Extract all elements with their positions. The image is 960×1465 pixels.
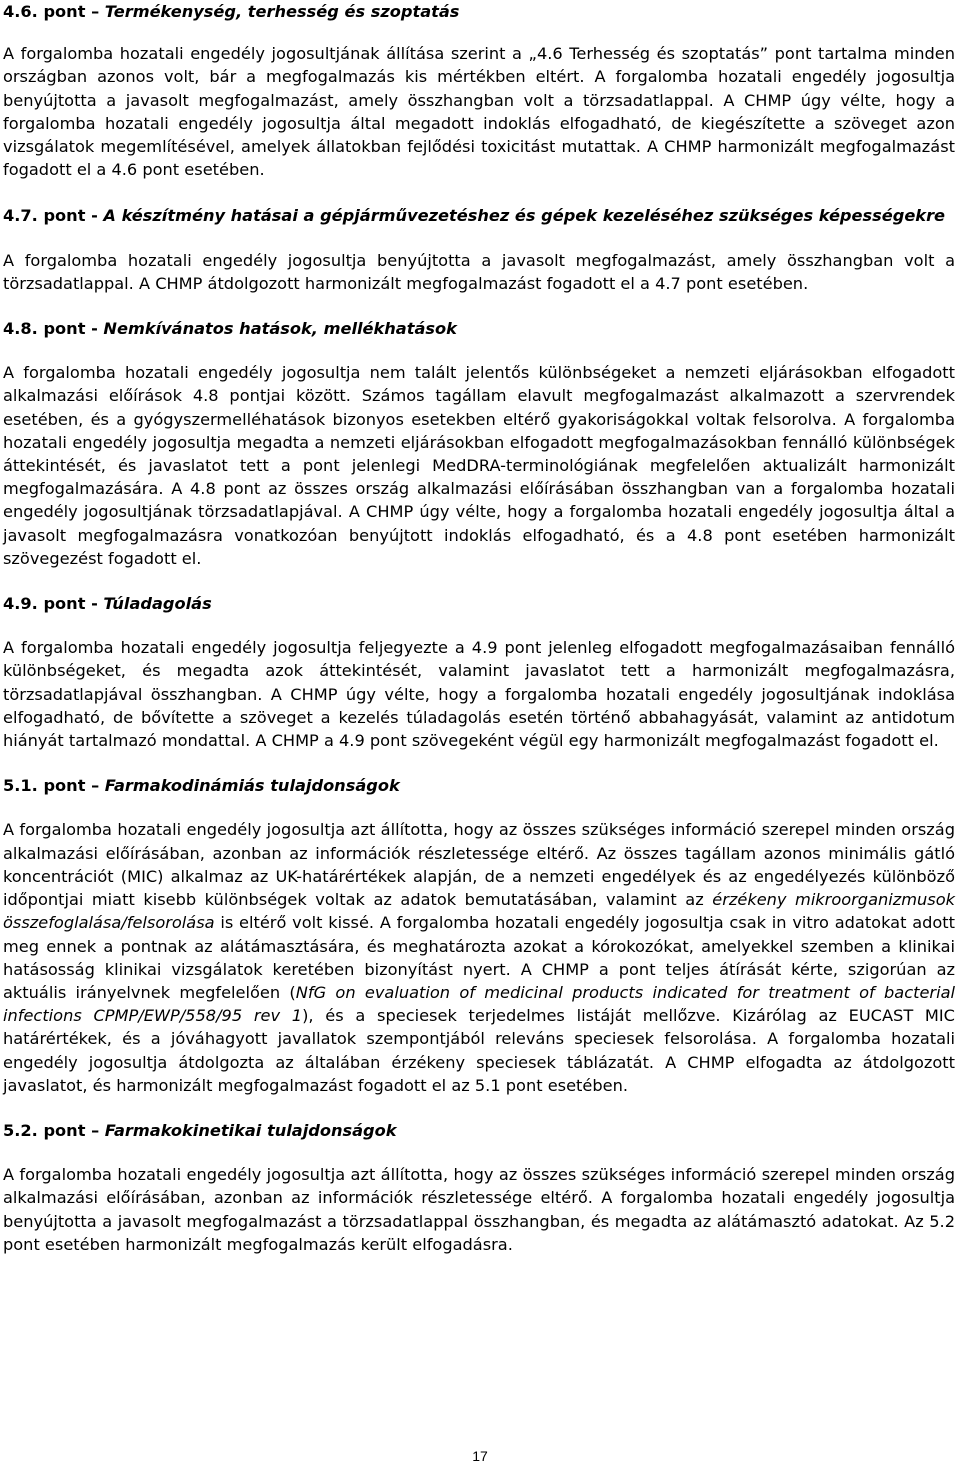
section-title: Farmakodinámiás tulajdonságok [104,776,400,796]
section-heading-5-2 [3,1119,955,1142]
section-heading-4-8 [3,317,955,340]
document-page [3,0,955,1256]
page-number: 17 [472,1448,488,1464]
paragraph-text: A forgalomba hozatali engedély jogosultja azt állította, hogy az összes szükséges információ szerepel minden ország alkalmazási előírásában, azonban az információk részletessége eltérő. Az összes tagállam azonos minimális gátló koncentrációt (MIC) alkalmaz az UK-határértékek alapján, de a nemzeti engedélyek és az engedélyezés különböző időpontjai miatt kisebb különbségek voltak az adatok bemutatásában, valamint az [3,820,955,910]
section-heading-4-6 [3,0,955,23]
section-heading-4-7 [3,204,955,227]
section-title: Túladagolás [103,594,212,614]
section-label: 5.2. pont – [3,1120,105,1140]
section-label: 5.1. pont – [3,776,105,796]
paragraph-text: ), és a speciesek terjedelmes listáját mellőzve. Kizárólag az EUCAST MIC határértékek, és a jóváhagyott javallatok szempontjából releváns speciesek felsorolása. A forgalomba hozatali engedély jogosultja átdolgozta az általában érzékeny speciesek táblázatát. A CHMP elfogadta az átdolgozott javaslatot, és harmonizált megfogalmazást fogadott el az 5.1 pont esetében. [3,1006,955,1095]
paragraph-italic-text: NfG on evaluation of medicinal products indicated for treatment of bacterial infections CPMP/EWP/558/95 rev 1 [3,982,956,1026]
section-label: 4.9. pont - [3,594,104,614]
section-title: A készítmény hatásai a gépjárművezetéshez és gépek kezeléséhez szükséges képességekre [103,206,946,226]
section-label: 4.7. pont - [3,206,104,226]
section-paragraph: A forgalomba hozatali engedély jogosultja nem talált jelentős különbségeket a nemzeti eljárásokban elfogadott alkalmazási előírások 4.8 pontjai között. Számos tagállam elavult megfogalmazást alkalmazott a szervrendek esetében, és a gyógyszermelléhatások bizonyos esetekben eltérő gyakoriságokkal voltak felsorolva. A forgalomba hozatali engedély jogosultja megadta a nemzeti eljárásokban elfogadott megfogalmazásokban fennálló különbségek áttekintését, és javaslatot tett a pont jelenlegi MedDRA-terminológiának megfelelően aktualizált harmonizált megfogalmazására. A 4.8 pont az összes ország alkalmazási előírásában összhangban van a forgalomba hozatali engedély jogosultjának törzsadatlapjával. A CHMP úgy vélte, hogy a forgalomba hozatali engedély jogosultja által a javasolt megfogalmazásra vonatkozóan benyújtott indoklás elfogadható, és a 4.8 pont esetében harmonizált szövegezést fogadott el. [3,363,955,568]
section-paragraph: A forgalomba hozatali engedély jogosultja azt állította, hogy az összes szükséges információ szerepel minden ország alkalmazási előírásában, azonban az információk részletessége eltérő. A forgalomba hozatali engedély jogosultja benyújtotta a javasolt megfogalmazást a törzsadatlappal összhangban, és megadta az alátámasztó adatokat. Az 5.2 pont esetében harmonizált megfogalmazás került elfogadásra. [3,1165,955,1254]
section-heading-5-1 [3,774,955,797]
section-label: 4.6. pont – [3,2,105,21]
section-paragraph: A forgalomba hozatali engedély jogosultja benyújtotta a javasolt megfogalmazást, amely összhangban volt a törzsadatlappal. A CHMP átdolgozott harmonizált megfogalmazást fogadott el a 4.7 pont esetében. [3,250,955,293]
paragraph-italic-text: érzékeny mikroorganizmusok összefoglalása/felsorolása [3,890,955,933]
section-label: 4.8. pont - [3,319,104,339]
paragraph-text: is eltérő volt kissé. A forgalomba hozatali engedély jogosultja csak in vitro adatokat adott meg ennek a pontnak az alátámasztására, és meghatározta azokat a kórokozókat, amelyekkel szemben a klinikai hatásosság klinikai vizsgálatok keretében bizonyítást nyert. A CHMP a pont teljes átírását kérte, szigorúan az aktuális irányelvnek megfelelően ( [3,913,955,1002]
section-title: Termékenység, terhesség és szoptatás [104,2,460,21]
section-title: Farmakokinetikai tulajdonságok [104,1120,397,1140]
section-title: Nemkívánatos hatások, mellékhatások [103,319,457,339]
section-paragraph: A forgalomba hozatali engedély jogosultja feljegyezte a 4.9 pont jelenleg elfogadott megfogalmazásaiban fennálló különbségeket, és megadta azok áttekintését, valamint javaslatot tett a harmonizált megfogalmazásra, törzsadatlapjával összhangban. A CHMP úgy vélte, hogy a forgalomba hozatali engedély jogosultjának indoklása elfogadható, de bővítette a szöveget a kezelés túladagolás esetén történő abbahagyását, valamint az antidotum hiányát tartalmazó mondattal. A CHMP a 4.9 pont szövegeként végül egy harmonizált megfogalmazást fogadott el. [3,638,955,751]
section-paragraph [3,818,955,1096]
section-heading-4-9 [3,592,955,615]
section-paragraph: A forgalomba hozatali engedély jogosultjának állítása szerint a „4.6 Terhesség és szoptatás” pont tartalma minden országban azonos volt, bár a megfogalmazás kis mértékben eltért. A forgalomba hozatali engedély jogosultja benyújtotta a javasolt megfogalmazást, amely összhangban volt a törzsadatlappal. A CHMP úgy vélte, hogy a forgalomba hozatali engedély jogosultja által megadott indoklás elfogadható, de kiegészítette a szöveget azon vizsgálatok megemlítésével, amelyek állatokban fejlődési toxicitást mutattak. A CHMP harmonizált megfogalmazást fogadott el a 4.6 pont esetében. [3,44,955,180]
